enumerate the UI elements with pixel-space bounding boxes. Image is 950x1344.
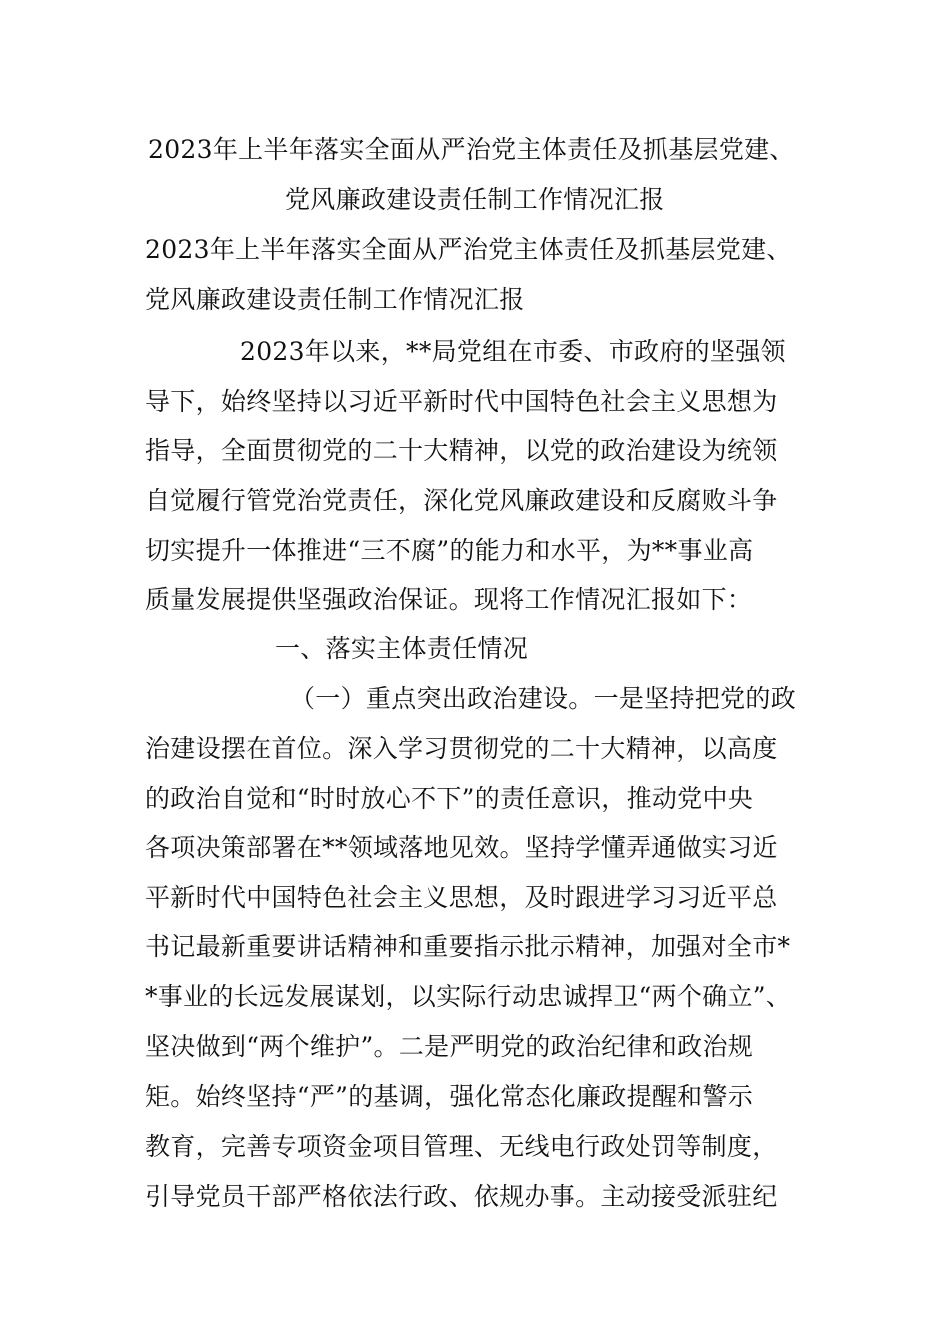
body-line-6: 质量发展提供坚强政治保证。现将工作情况汇报如下： (145, 585, 753, 614)
body-line-11: 平新时代中国特色社会主义思想，及时跟进学习习近平总 (145, 883, 778, 912)
repeat-title-line-1: 2023年上半年落实全面从严治党主体责任及抓基层党建、 (145, 235, 792, 264)
repeat-title-line-2: 党风廉政建设责任制工作情况汇报 (145, 285, 525, 314)
body-line-2: 导下，始终坚持以习近平新时代中国特色社会主义思想为 (145, 387, 778, 416)
body-line-14: 坚决做到“两个维护”。二是严明党的政治纪律和政治规 (145, 1032, 754, 1061)
body-line-9: 的政治自觉和“时时放心不下”的责任意识，推动党中央 (145, 784, 754, 813)
body-line-17: 引导党员干部严格依法行政、依规办事。主动接受派驻纪 (145, 1182, 778, 1211)
body-line-15: 矩。始终坚持“严”的基调，强化常态化廉政提醒和警示 (145, 1082, 754, 1111)
body-line-10: 各项决策部署在**领域落地见效。坚持学懂弄通做实习近 (145, 833, 778, 862)
body-line-8: 治建设摆在首位。深入学习贯彻党的二十大精神，以高度 (145, 734, 778, 763)
body-line-4: 自觉履行管党治党责任，深化党风廉政建设和反腐败斗争 (145, 486, 778, 515)
section-heading-1: 一、落实主体责任情况 (275, 634, 529, 663)
body-line-12: 书记最新重要讲话精神和重要指示批示精神，加强对全市* (145, 932, 791, 961)
body-line-7: （一）重点突出政治建设。一是坚持把党的政 (290, 684, 797, 713)
body-line-5: 切实提升一体推进“三不腐”的能力和水平，为**事业高 (145, 536, 754, 565)
title-line-1: 2023年上半年落实全面从严治党主体责任及抓基层党建、 (148, 135, 795, 164)
body-line-13: *事业的长远发展谋划，以实际行动忠诚捍卫“两个确立”、 (145, 982, 792, 1011)
body-line-1: 2023年以来，**局党组在市委、市政府的坚强领 (240, 337, 786, 366)
title-line-2: 党风廉政建设责任制工作情况汇报 (285, 185, 665, 214)
body-line-16: 教育，完善专项资金项目管理、无线电行政处罚等制度， (145, 1132, 778, 1161)
body-line-3: 指导，全面贯彻党的二十大精神，以党的政治建设为统领 (145, 436, 778, 465)
